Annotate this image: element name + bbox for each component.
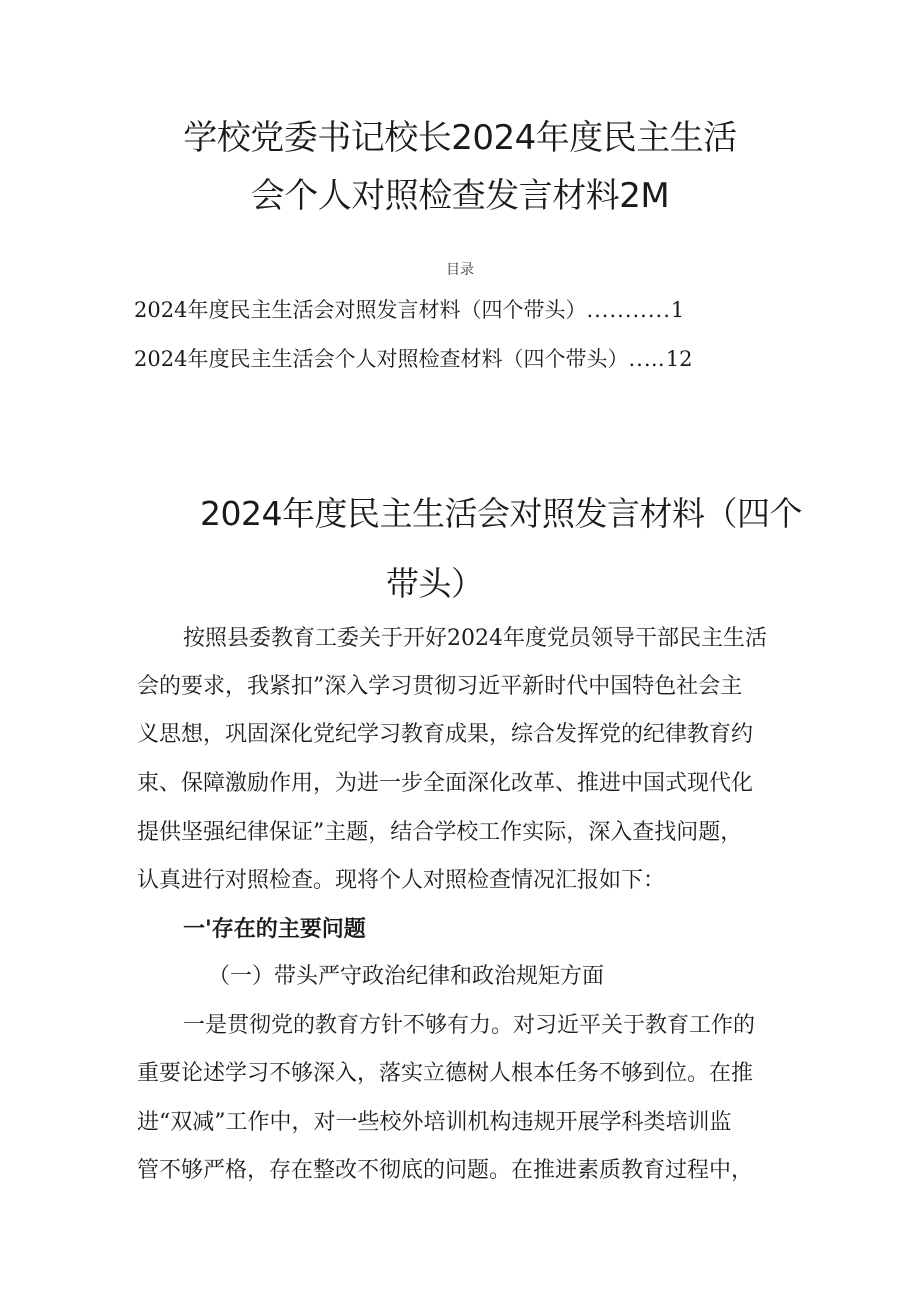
toc-heading: 目录 — [446, 262, 474, 278]
heading-level-2: （一）带头严守政治纪律和政治规矩方面 — [208, 964, 605, 989]
section-title-line-2: 带头） — [386, 564, 484, 603]
paragraph-line: 提供坚强纪律保证”主题，结合学校工作实际，深入查找问题， — [137, 820, 743, 845]
paragraph-line: 认真进行对照检查。现将个人对照检查情况汇报如下： — [137, 868, 666, 893]
section-title-line-1: 2024年度民主生活会对照发言材料（四个 — [200, 494, 802, 533]
toc-entry[interactable] — [134, 344, 693, 374]
paragraph-line: 束、保障激励作用，为进一步全面深化改革、推进中国式现代化 — [137, 771, 754, 796]
paragraph-line: 重要论述学习不够深入，落实立德树人根本任务不够到位。在推 — [137, 1061, 754, 1086]
toc-entry-text: 2024年度民主生活会个人对照检查材料（四个带头） — [134, 347, 629, 371]
toc-entry-page: 1 — [670, 298, 685, 322]
paragraph-line: 进“双减”工作中，对一些校外培训机构违规开展学科类培训监 — [137, 1110, 732, 1135]
toc-entry-page: 12 — [665, 347, 693, 371]
toc-entry-leader: ........... — [586, 298, 671, 322]
paragraph-line: 管不够严格，存在整改不彻底的问题。在推进素质教育过程中， — [137, 1158, 754, 1183]
toc-entry-leader: ..… — [628, 347, 666, 371]
paragraph-line: 义思想，巩固深化党纪学习教育成果，综合发挥党的纪律教育约 — [137, 722, 754, 747]
document-title-line-2: 会个人对照检查发言材料2M — [250, 176, 670, 216]
toc-entry[interactable] — [134, 295, 684, 325]
paragraph-line: 按照县委教育工委关于开好2024年度党员领导干部民主生活 — [183, 626, 767, 651]
toc-entry-text: 2024年度民主生活会对照发言材料（四个带头） — [134, 298, 587, 322]
document-title-line-1: 学校党委书记校长2024年度民主生活 — [183, 118, 737, 158]
paragraph-line: 一是贯彻党的教育方针不够有力。对习近平关于教育工作的 — [183, 1013, 756, 1038]
paragraph-line: 会的要求，我紧扣”深入学习贯彻习近平新时代中国特色社会主 — [137, 674, 743, 699]
heading-level-1: 一'存在的主要问题 — [183, 916, 366, 942]
